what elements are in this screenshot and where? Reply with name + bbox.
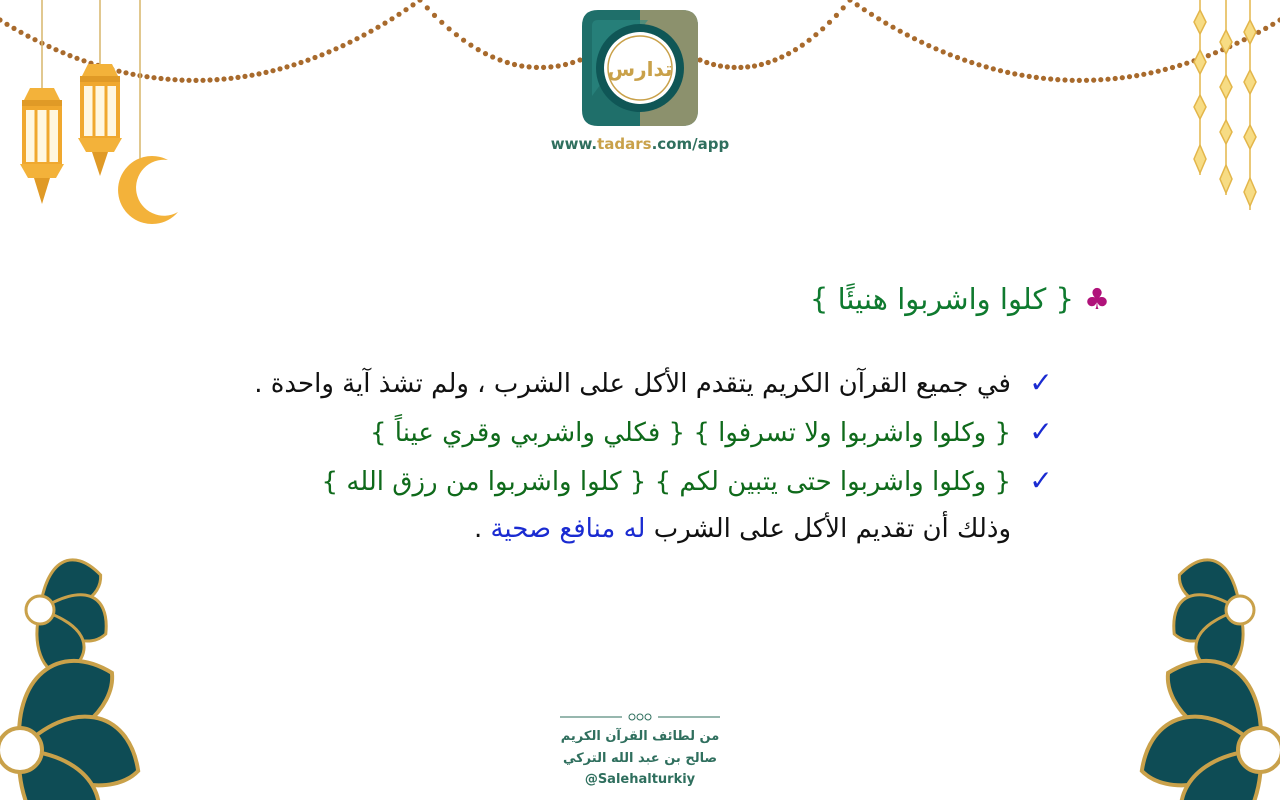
conclusion-text: وذلك أن تقديم الأكل على الشرب xyxy=(653,514,1011,544)
list-item xyxy=(205,458,1065,507)
list-item-text: { وكلوا واشربوا ولا تسرفوا } { فكلي واشربي وقري عيناً } xyxy=(369,418,1011,448)
flower-ornament-left xyxy=(0,520,200,800)
list-item-text: { وكلوا واشربوا حتى يتبين لكم } { كلوا واشربوا من رزق الله } xyxy=(321,467,1011,497)
url-prefix: www. xyxy=(550,135,598,153)
lantern-icon xyxy=(20,88,64,204)
footer-source: من لطائف القرآن الكريم xyxy=(560,729,720,744)
logo-text: تدارس xyxy=(607,57,673,81)
checkmark-icon: ✓ xyxy=(1029,464,1053,497)
tadars-logo xyxy=(578,6,702,130)
site-url[interactable] xyxy=(540,135,740,153)
conclusion-end: . xyxy=(473,514,483,544)
highlight-text: له منافع صحية xyxy=(490,514,646,544)
footer-handle[interactable]: @Salehalturkiy xyxy=(584,772,696,787)
footer-author: صالح بن عبد الله التركي xyxy=(562,751,718,766)
ornament-divider-icon xyxy=(560,712,720,722)
list-item xyxy=(205,409,1065,458)
content-list xyxy=(205,360,1065,556)
checkmark-icon: ✓ xyxy=(1029,366,1053,399)
heading-text: { كلوا واشربوا هنيئًا } xyxy=(809,282,1074,316)
hanging-ornaments-right xyxy=(1194,0,1256,210)
checkmark-icon: ✓ xyxy=(1029,415,1053,448)
list-item-continuation xyxy=(205,507,1011,556)
list-item xyxy=(205,360,1065,409)
url-name: tadars xyxy=(597,135,652,153)
footer-credits xyxy=(540,712,740,790)
lantern-icon xyxy=(78,64,122,176)
url-suffix: .com/app xyxy=(651,135,730,153)
crescent-moon-icon xyxy=(118,156,178,224)
list-item-text: في جميع القرآن الكريم يتقدم الأكل على الشرب ، ولم تشذ آية واحدة . xyxy=(254,369,1011,399)
flower-ornament-right xyxy=(1080,520,1280,800)
club-suit-icon: ♣ xyxy=(1084,282,1110,316)
page-title xyxy=(810,282,1110,316)
